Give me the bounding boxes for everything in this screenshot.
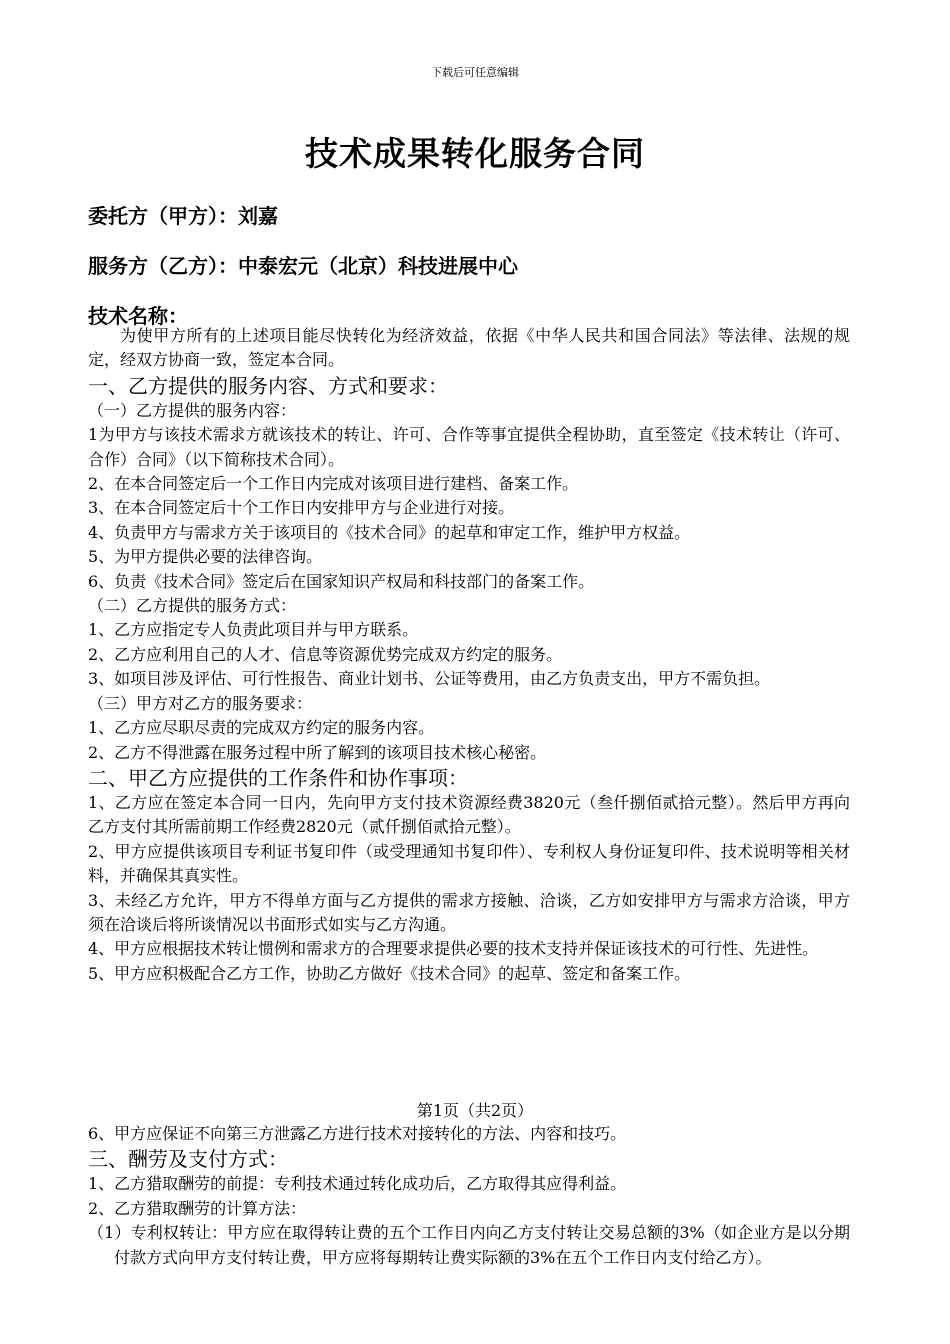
document-title: 技术成果转化服务合同 — [305, 134, 645, 173]
list-item: 2、乙方不得泄露在服务过程中所了解到的该项目技术核心秘密。 — [88, 742, 547, 762]
party-a-line: 委托方（甲方）：刘嘉 — [88, 204, 278, 228]
list-item: 2、在本合同签定后一个工作日内完成对该项目进行建档、备案工作。 — [88, 474, 579, 494]
list-item: 4、负责甲方与需求方关于该项目的《技术合同》的起草和审定工作，维护甲方权益。 — [88, 522, 691, 542]
list-item: 2、乙方应利用自己的人才、信息等资源优势完成双方约定的服务。 — [88, 644, 563, 664]
list-item: 1为甲方与该技术需求方就该技术的转让、许可、合作等事宜提供全程协助，直至签定《技术转让（许可、合作）合同》（以下简称技术合同）。 — [88, 425, 850, 469]
section-1-1-heading: （一）乙方提供的服务内容： — [88, 400, 297, 420]
list-item: 1、乙方应指定专人负责此项目并与甲方联系。 — [88, 620, 419, 640]
list-item: 2、甲方应提供该项目专利证书复印件（或受理通知书复印件）、专利权人身份证复印件、技术说明等相关材料，并确保其真实性。 — [88, 841, 850, 886]
section-2-heading: 二、甲乙方应提供的工作条件和协作事项： — [88, 765, 468, 790]
tech-name-label: 技术名称： — [88, 304, 188, 328]
list-item: 3、未经乙方允许，甲方不得单方面与乙方提供的需求方接触、洽谈，乙方如安排甲方与需求方洽谈，甲方须在洽谈后将所谈情况以书面形式如实与乙方沟通。 — [88, 890, 850, 934]
section-1-heading: 一、乙方提供的服务内容、方式和要求： — [88, 373, 448, 398]
page-number: 第1页（共2页） — [416, 1101, 534, 1120]
list-item: 5、甲方应积极配合乙方工作，协助乙方做好《技术合同》的起草、签定和备案工作。 — [88, 963, 691, 983]
list-item: 3、如项目涉及评估、可行性报告、商业计划书、公证等费用，由乙方负责支出，甲方不需负担。 — [88, 669, 771, 689]
section-1-2-heading: （二）乙方提供的服务方式： — [88, 596, 297, 616]
section-1-3-heading: （三）甲方对乙方的服务要求： — [88, 693, 313, 713]
list-item: 1、乙方应尽职尽责的完成双方约定的服务内容。 — [88, 718, 435, 738]
page-1-body — [88, 324, 850, 986]
list-item: 1、乙方应在签定本合同一日内，先向甲方支付技术资源经费3820元（叁仟捌佰贰拾元整）。然后甲方再向乙方支付其所需前期工作经费2820元（贰仟捌佰贰拾元整）。 — [88, 792, 850, 837]
page-2-body — [88, 1122, 850, 1270]
list-item: 6、负责《技术合同》签定后在国家知识产权局和科技部门的备案工作。 — [88, 571, 595, 591]
list-item: 4、甲方应根据技术转让惯例和需求方的合理要求提供必要的技术支持并保证该技术的可行性、先进性。 — [88, 939, 819, 959]
list-item: 6、甲方应保证不向第三方泄露乙方进行技术对接转化的方法、内容和技巧。 — [88, 1124, 627, 1143]
list-item: 3、在本合同签定后十个工作日内安排甲方与企业进行对接。 — [88, 498, 515, 518]
list-item: 1、乙方猎取酬劳的前提：专利技术通过转化成功后，乙方取得其应得利益。 — [88, 1174, 627, 1194]
list-item: 2、乙方猎取酬劳的计算方法： — [88, 1198, 307, 1218]
intro-paragraph: 为使甲方所有的上述项目能尽快转化为经济效益，依据《中华人民共和国合同法》等法律、法规的规定，经双方协商一致，签定本合同。 — [88, 326, 850, 370]
section-3-heading: 三、酬劳及支付方式： — [88, 1147, 288, 1172]
party-b-line: 服务方（乙方）：中泰宏元（北京）科技进展中心 — [88, 254, 518, 278]
sub-item-1: （1）专利权转让：甲方应在取得转让费的五个工作日内向乙方支付转让交易总额的3%（如企业方是以分期付款方式向甲方支付转让费，甲方应将每期转让费实际额的3%在五个工作日内支付给乙方）。 — [88, 1223, 850, 1267]
list-item: 5、为甲方提供必要的法律咨询。 — [88, 547, 323, 567]
header-note: 下载后可任意编辑 — [431, 66, 519, 79]
